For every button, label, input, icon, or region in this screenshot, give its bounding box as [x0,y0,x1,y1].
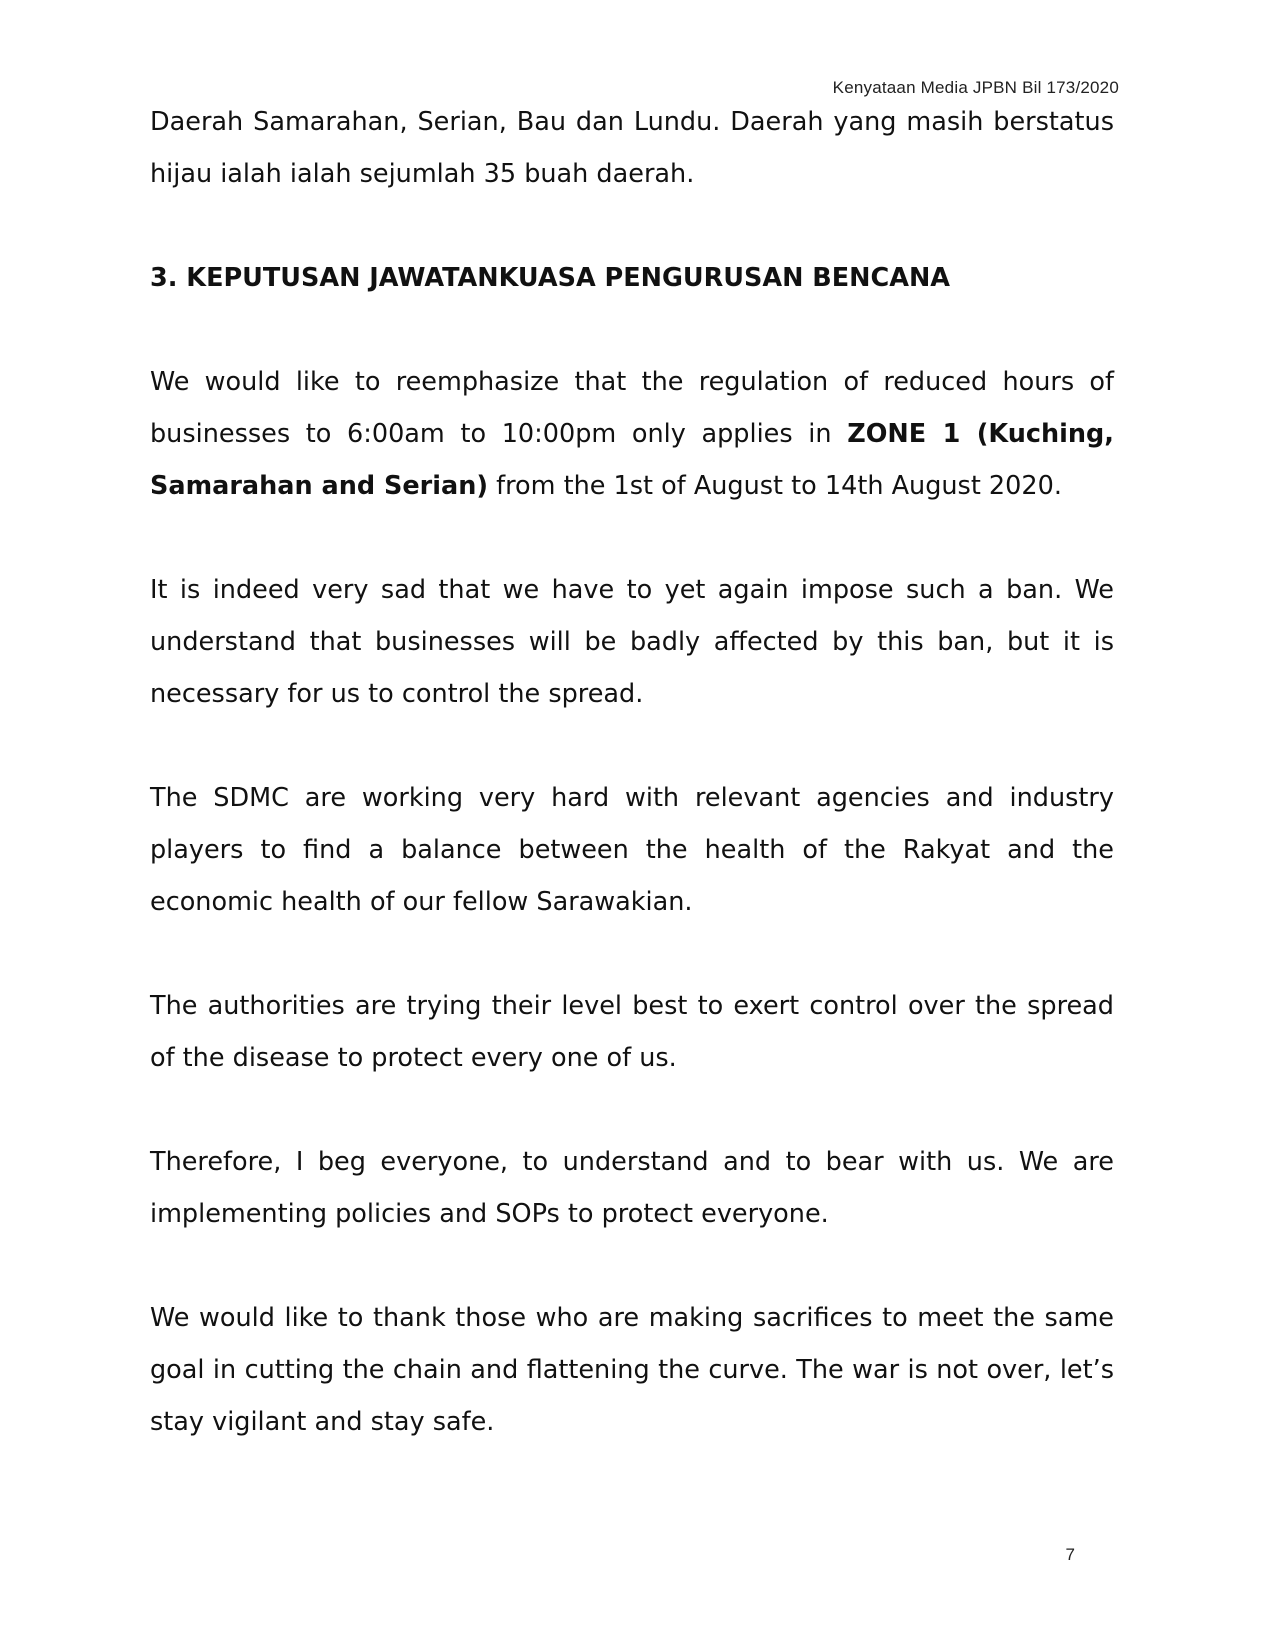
paragraph-sdmc: The SDMC are working very hard with relevant agencies and industry players to find a balance between the health of the Rakyat and the economic health of our fellow Sarawakian. [150,783,1114,917]
continuation-paragraph: Daerah Samarahan, Serian, Bau dan Lundu. Daerah yang masih berstatus hijau ialah ialah sejumlah 35 buah daerah. [150,107,1114,189]
header-reference: Kenyataan Media JPBN Bil 173/2020 [832,78,1119,97]
document-body [150,96,1114,1448]
section-heading: 3. KEPUTUSAN JAWATANKUASA PENGURUSAN BENCANA [150,263,951,293]
paragraph-authorities: The authorities are trying their level best to exert control over the spread of the disease to protect every one of us. [150,991,1114,1073]
paragraph-zone-regulation [150,356,1114,512]
paragraph-ban: It is indeed very sad that we have to yet again impose such a ban. We understand that businesses will be badly affected by this ban, but it is necessary for us to control the spread. [150,575,1114,709]
paragraph-thanks: We would like to thank those who are making sacrifices to meet the same goal in cutting the chain and flattening the curve. The war is not over, let’s stay vigilant and stay safe. [150,1303,1114,1437]
zone-emphasis: ZONE 1 (Kuching, Samarahan and Serian) [150,419,1114,501]
paragraph-text: from the 1st of August to 14th August 2020. [488,471,1062,501]
paragraph-text: We would like to reemphasize that the regulation of reduced hours of businesses to 6:00am to 10:00pm only applies in [150,367,1114,449]
paragraph-appeal: Therefore, I beg everyone, to understand and to bear with us. We are implementing policies and SOPs to protect everyone. [150,1147,1114,1229]
page-number: 7 [1065,1545,1075,1564]
